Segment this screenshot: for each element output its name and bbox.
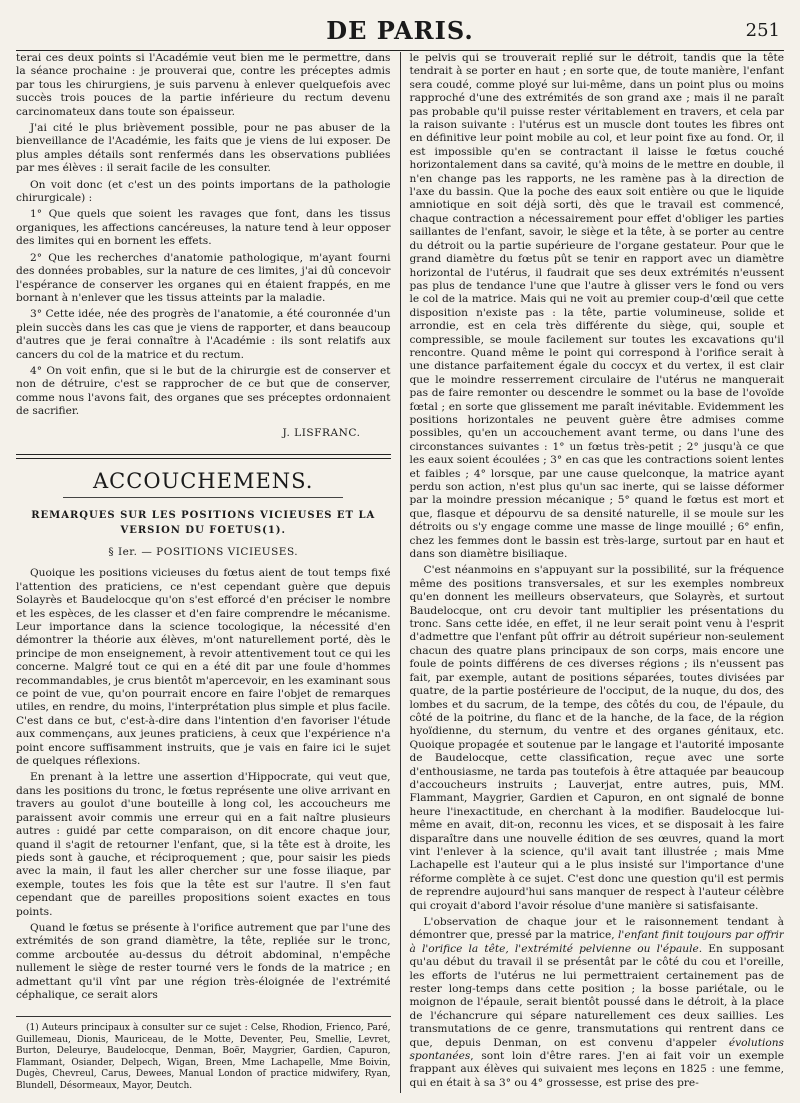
page-number: 251 bbox=[745, 20, 780, 41]
paragraph: C'est néanmoins en s'appuyant sur la possibilité, sur la fréquence même des positions transversales, et sur les exemples nombreux qu'en donnent les meilleurs observateurs, que Solayrès, et surtout Baudelocque, ont cru devoir tant multiplier les présentations du tronc. Sans cette idée, en effet, il ne leur serait point venu à l'esprit d'admettre que l'enfant pût offrir au détroit supérieur non-seulement chacun des quatre plans principaux de son corps, mais encore une foule de points différens de ces diverses régions ; ils n'eussent pas fait, par exemple, autant de positions séparées, toutes divisées par quatre, de la partie postérieure de l'occiput, de la nuque, du dos, des lombes et du sacrum, de la tempe, des côtés du cou, de l'épaule, du côté de la poitrine, du flanc et de la hanche, de la face, de la région hyoïdienne, du sternum, du ventre et des organes génitaux, etc. Quoique propagée et soutenue par le langage et l'autorité imposante de Baudelocque, cette classification, reçue avec une sorte d'enthousiasme, ne tarda pas toutefois à être attaquée par beaucoup d'accoucheurs instruits ; Lauverjat, entre autres, puis, MM. Flammant, Maygrier, Gardien et Capuron, en ont signalé de bonne heure l'inexactitude, en cherchant à la modifier. Baudelocque lui-même en avait, dit-on, reconnu les vices, et se disposait à les faire disparaître dans une nouvelle édition de ses œuvres, quand la mort vint l'enlever à la science, qu'il avait tant illustrée ; mais Mme Lachapelle est l'auteur qui a le plus insisté sur l'importance d'une réforme complète à ce sujet. C'est donc une question qu'il est permis de reprendre aujourd'hui sans manquer de respect à l'auteur célèbre qui croyait d'abord l'avoir résolue d'une manière si satisfaisante. bbox=[409, 564, 784, 912]
paragraph: 2° Que les recherches d'anatomie pathologique, m'ayant fourni des données probables, sur la nature de ces limites, j'ai dû concevoir l'espérance de conserver les organes qui en étaient frappés, en me bornant à n'enlever que les tissus atteints par la maladie. bbox=[16, 251, 391, 304]
paragraph: le pelvis qui se trouverait replié sur le détroit, tandis que la tête tendrait à se porter en haut ; en sorte que, de toute manière, l'enfant sera coudé, comme ployé sur lui-même, dans un point plus ou moins rapproché d'une des extrémités de son grand axe ; mais il ne paraît pas probable qu'il puisse rester véritablement en travers, et cela par la raison suivante : l'utérus est un muscle dont toutes les fibres ont en définitive leur point mobile au col, et leur point fixe au fond. Or, il est impossible qu'en se contractant il laisse le fœtus couché horizontalement dans sa cavité, qu'à moins de le mettre en double, il n'en change pas les rapports, ne les ramène pas à la direction de l'axe du bassin. Que la poche des eaux soit entière ou que le liquide amniotique en soit déjà sorti, dès que le travail est commencé, chaque contraction a nécessairement pour effet d'obliger les parties saillantes de l'enfant, savoir, le siège et la tête, à se porter au centre du détroit ou la partie supérieure de l'organe gestateur. Pour que le grand diamètre du fœtus pût se tenir en rapport avec un diamètre horizontal de l'utérus, il faudrait que ses deux extrémités n'eussent pas plus de tendance l'une que l'autre à glisser vers le fond ou vers le col de la matrice. Mais qui ne voit au premier coup-d'œil que cette disposition n'existe pas : la tête, partie volumineuse, solide et arrondie, est en cela très différente du siège, qui, souple et compressible, se moule facilement sur toutes les excavations qu'il rencontre. Quand même le point qui correspond à l'orifice serait à une distance parfaitement égale du coccyx et du vertex, il est clair que le moindre resserrement circulaire de l'utérus ne manquerait pas de faire remonter ou descendre le sommet ou la base de l'ovoïde fœtal ; en sorte que glissement me paraît inévitable. Evidemment les positions horizontales ne peuvent guère être admises comme possibles, qu'en un accouchement avant terme, ou dans l'une des circonstances suivantes : 1° un fœtus très-petit ; 2° jusqu'à ce que les eaux soient écoulées ; 3° en cas que les contractions soient lentes et faibles ; 4° lorsque, par une cause quelconque, la matrice ayant perdu son action, n'est plus qu'un sac inerte, qui se laisse déformer par la moindre pression mécanique ; 5° quand le fœtus est mort et que, flasque et dépourvu de sa densité naturelle, il se moule sur les détroits ou s'y engage comme une masse de linge mouillé ; 6° enfin, chez les femmes dont le bassin est très-large, surtout par en haut et dans son diamètre bisiliaque. bbox=[409, 52, 784, 561]
footnote: (1) Auteurs principaux à consulter sur ce sujet : Celse, Rhodion, Frienco, Paré, Guillemeau, Dionis, Mauriceau, de le Motte, Deventer, Peu, Smellie, Levret, Burton, Deleurye, Baudelocque, Denman, Boër, Maygrier, Gardien, Capuron, Flammant, Osiander, Delpech, Wigan, Breen, Mme Lachapelle, Mme Boivin, Dugès, Chevreul, Carus, Dewees, Manual London of practice midwifery, Ryan, Blundell, Désormeaux, Mayor, Deutch. bbox=[16, 1023, 391, 1091]
text-run: L'observation de chaque jour et le raisonnement tendant à démontrer que, pressé par la matrice, bbox=[409, 916, 784, 942]
text-run: En supposant qu'au début du travail il se présentât par le côté du cou et l'oreille, les efforts de l'utérus ne lui permettraient certainement pas de rester long-temps dans cette position ; la bosse pariétale, ou le moignon de l'épaule, serait bientôt poussé dans le détroit, à la place de l'échancrure qui sépare naturellement ces deux saillies. Les transmutations de ce genre, transmutations qui rentrent dans ce que, depuis Denman, on est convenu d'appeler bbox=[409, 942, 784, 1049]
paragraph: Quoique les positions vicieuses du fœtus aient de tout temps fixé l'attention des praticiens, ce n'est cependant guère que depuis Solayrès et Baudelocque qu'on s'est efforcé d'en préciser le nombre et les espèces, de les classer et d'en faire comprendre le mécanisme. Leur importance dans la science tocologique, la nécessité d'en démontrer la théorie aux élèves, m'ont naturellement porté, dès le principe de mon enseignement, à revoir attentivement tout ce qui les concerne. Malgré tout ce qui en a été dit par une foule d'hommes recommandables, je crus bientôt m'apercevoir, en les examinant sous ce point de vue, qu'on pourrait encore en faire l'objet de remarques utiles, en rendre, du moins, l'interprétation plus simple et plus facile. C'est dans ce but, c'est-à-dire dans l'intention d'en favoriser l'étude aux commençans, aux jeunes praticiens, à ceux que l'expérience n'a point encore suffisamment instruits, que je vais en faire ici le sujet de quelques réflexions. bbox=[16, 567, 391, 768]
right-column bbox=[400, 52, 785, 1093]
paragraph: On voit donc (et c'est un des points importans de la pathologie chirurgicale) : bbox=[16, 178, 391, 205]
emphasis-text: évolutions spontanées bbox=[409, 1036, 784, 1063]
paragraph: Quand le fœtus se présente à l'orifice autrement que par l'une des extrémités de son grand diamètre, la tête, repliée sur le tronc, comme arcboutée au-dessus du détroit abdominal, n'empêche nullement le siège de rester tourné vers le fonds de la matrice ; en admettant qu'il vînt par une région très-éloignée de l'extrémité céphalique, ce serait alors bbox=[16, 921, 391, 1001]
author-signature: J. LISFRANC. bbox=[282, 426, 361, 439]
footnote-divider bbox=[16, 1016, 391, 1017]
paragraph: 3° Cette idée, née des progrès de l'anatomie, a été couronnée d'un plein succès dans les cas que je viens de rapporter, et dans beaucoup d'autres que je ferai connaître à l'Académie : ils sont relatifs aux cancers du col de la matrice et du rectum. bbox=[16, 308, 391, 361]
page-header bbox=[16, 14, 784, 51]
paragraph: terai ces deux points si l'Académie veut bien me le permettre, dans la séance prochaine : je prouverai que, contre les préceptes admis par tous les chirurgiens, je suis parvenu à enlever quelquefois avec succès trois pouces de la partie inférieure du rectum devenu carcinomateux dans toute son épaisseur. bbox=[16, 52, 391, 118]
article-subtitle: REMARQUES SUR LES POSITIONS VICIEUSES ET LA VERSION DU FOETUS(1). bbox=[31, 509, 376, 536]
section-divider bbox=[16, 454, 391, 459]
section-title-text: ACCOUCHEMENS. bbox=[63, 469, 343, 498]
masthead-title: DE PARIS. bbox=[326, 16, 474, 45]
paragraph: En prenant à la lettre une assertion d'Hippocrate, qui veut que, dans les positions du tronc, le fœtus représente une olive arrivant en travers au goulot d'une bouteille à long col, les accoucheurs me paraissent avoir commis une erreur qui en a fait naître plusieurs autres : guidé par cette comparaison, on dit encore chaque jour, quand il s'agit de retourner l'enfant, que, si la tête est à droite, les pieds sont à gauche, et réciproquement ; que, pour saisir les pieds avec la main, il faut les aller chercher sur une fosse iliaque, par exemple, toutes les fois que la tête est sur l'autre. Il s'en faut cependant que de pareilles propositions soient exactes en tous points. bbox=[16, 771, 391, 918]
left-column bbox=[16, 52, 400, 1093]
section-title bbox=[16, 469, 391, 498]
emphasis-text: l'enfant finit toujours par offrir à l'orifice la tête, l'extrémité pelvienne ou l'épaule. bbox=[409, 929, 784, 955]
paragraph: J'ai cité le plus brièvement possible, pour ne pas abuser de la bienveillance de l'Académie, les faits que je viens de lui exposer. De plus amples détails sont renfermés dans les observations publiées par mes élèves : il serait facile de les consulter. bbox=[16, 122, 391, 175]
text-run: , sont loin d'être rares. J'en ai fait voir un exemple frappant aux élèves qui suivaient mes leçons en 1825 : une femme, qui en était à sa 3° ou 4° grossesse, est prise des pre- bbox=[409, 1050, 784, 1089]
paragraph bbox=[410, 916, 785, 1090]
paragraph: 4° On voit enfin, que si le but de la chirurgie est de conserver et non de détruire, c'est se rapprocher de ce but que de conserver, comme nous l'avons fait, des organes que ses préceptes ordonnaient de sacrifier. bbox=[16, 364, 391, 418]
subsection-heading: § Ier. — POSITIONS VICIEUSES. bbox=[108, 545, 299, 558]
paragraph: 1° Que quels que soient les ravages que font, dans les tissus organiques, les affections cancéreuses, la nature tend à leur opposer des limites qui en bornent les effets. bbox=[16, 208, 391, 248]
columns bbox=[16, 52, 784, 1093]
